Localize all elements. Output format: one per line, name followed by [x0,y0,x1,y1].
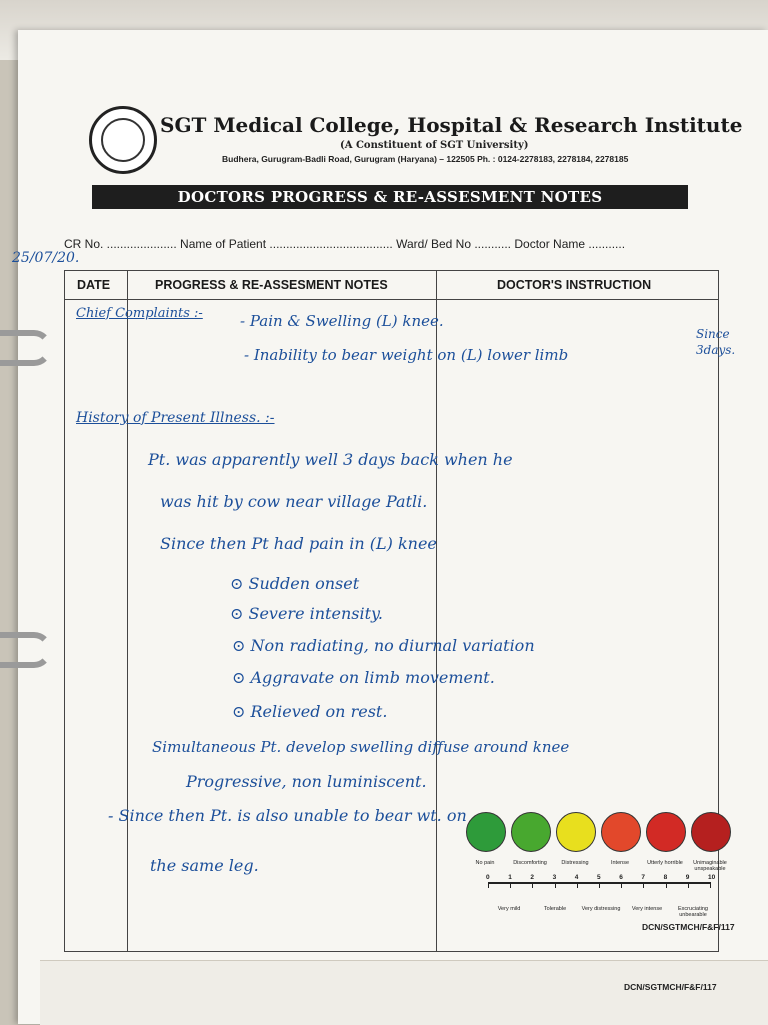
pain-face-icon [466,812,506,852]
hpi-bullet-4: ⊙ Aggravate on limb movement. [232,668,495,687]
hpi-line-5: Progressive, non luminiscent. [186,772,427,791]
pain-scale-tick [555,882,556,888]
pain-scale-tick [666,882,667,888]
form-title-banner: DOCTORS PROGRESS & RE-ASSESMENT NOTES [92,185,688,209]
pain-scale-number: 7 [641,874,646,881]
hpi-bullet-1: ⊙ Sudden onset [230,574,360,593]
pain-face-label: Discomforting [513,860,547,866]
header-instruction: DOCTOR'S INSTRUCTION [497,278,652,292]
pain-scale-tick [599,882,600,888]
institute-subtitle: (A Constituent of SGT University) [340,140,529,151]
column-divider-1 [127,271,128,951]
pain-scale-tick [688,882,689,888]
header-date: DATE [77,278,111,292]
pain-face-label: Distressing [561,860,589,866]
chief-complaint-2: - Inability to bear weight on (L) lower limb [244,346,569,364]
underlying-page [40,960,768,1025]
institute-title: SGT Medical College, Hospital & Research Institute [160,113,743,137]
pain-scale-bottom-label: Tolerable [543,906,567,912]
pain-scale-bottom-label: Very intense [631,906,663,912]
pain-face-icon [646,812,686,852]
pain-scale-tick [621,882,622,888]
handwritten-date: 25/07/20. [12,250,80,266]
pain-scale-number: 8 [663,874,668,881]
header-divider [65,299,718,300]
pain-scale-number: 1 [508,874,512,881]
pain-face-label: Utterly horrible [647,860,683,866]
pain-face-icon [601,812,641,852]
pain-scale-bottom-label: Very mild [497,906,521,912]
hpi-line-7: the same leg. [150,856,259,875]
chief-complaint-duration: Since 3days. [696,327,736,357]
pain-scale-number: 10 [708,874,716,881]
binder-ring-bottom [0,632,52,668]
pain-face-icon [556,812,596,852]
hpi-bullet-2: ⊙ Severe intensity. [230,604,384,623]
pain-scale-number: 2 [530,874,535,881]
caduceus-emblem-icon [101,118,145,162]
hpi-line-6: - Since then Pt. is also unable to bear wt. on [108,806,467,825]
pain-face-icon [691,812,731,852]
pain-scale-number: 6 [619,874,623,881]
hpi-line-1: Pt. was apparently well 3 days back when he [148,450,513,469]
hpi-line-4: Simultaneous Pt. develop swelling diffuse around knee [152,738,570,756]
pain-scale-tick [710,882,711,888]
chief-complaint-1: - Pain & Swelling (L) knee. [240,312,444,330]
pain-scale-number: 0 [486,874,490,881]
pain-face-label: No pain [475,860,495,866]
pain-face-icon [511,812,551,852]
pain-scale-tick [577,882,578,888]
pain-scale-tick [510,882,511,888]
hpi-label: History of Present Illness. :- [76,410,275,426]
pain-scale-tick [488,882,489,888]
pain-face-label: Unimaginable unspeakable [693,860,727,872]
patient-fields-line: CR No. ..................... Name of Patient ..................................... Ward/ Bed No ........... Doctor Name ........... [64,237,626,251]
hpi-line-2: was hit by cow near village Patli. [160,492,428,511]
pain-scale-tick [532,882,533,888]
pain-face-label: Intense [610,860,630,866]
institute-logo-icon [89,106,157,174]
chief-complaints-label: Chief Complaints :- [76,306,203,321]
form-code: DCN/SGTMCH/F&F/117 [642,922,735,932]
pain-scale-bottom-label: Very distressing [581,906,621,912]
hpi-bullet-3: ⊙ Non radiating, no diurnal variation [232,636,535,655]
pain-scale-number: 4 [574,874,579,881]
pain-scale-number: 9 [685,874,690,881]
header-notes: PROGRESS & RE-ASSESMENT NOTES [155,278,388,292]
institute-address: Budhera, Gurugram-Badli Road, Gurugram (Haryana) – 122505 Ph. : 0124-2278183, 2278184, 2278185 [222,154,629,164]
binder-ring-top [0,330,52,366]
pain-scale-number: 5 [597,874,601,881]
pain-scale-number: 3 [552,874,557,881]
underlying-form-code: DCN/SGTMCH/F&F/117 [624,982,717,992]
column-divider-2 [436,271,437,951]
pain-scale-tick [643,882,644,888]
pain-scale [462,812,727,930]
hpi-bullet-5: ⊙ Relieved on rest. [232,702,388,721]
pain-scale-bottom-label: Excruciating unbearable [678,906,708,918]
hpi-line-3: Since then Pt had pain in (L) knee [160,534,437,553]
